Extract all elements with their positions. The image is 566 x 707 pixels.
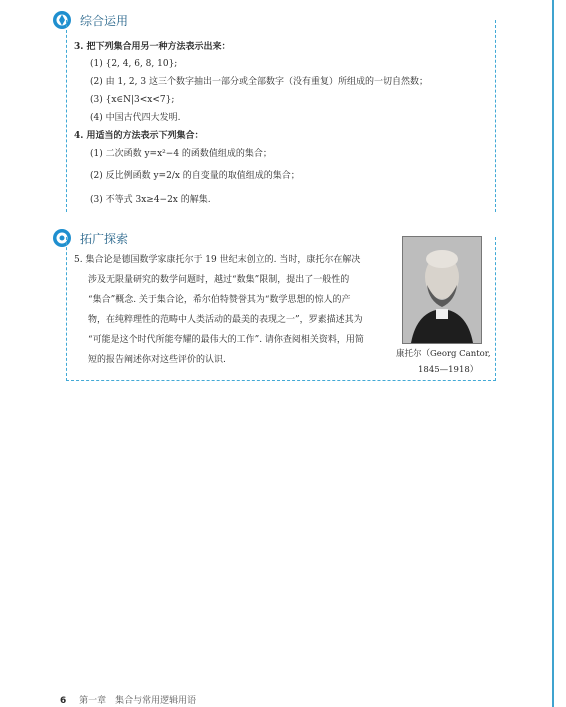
cantor-portrait-image (402, 236, 482, 344)
page-edge-line (552, 0, 554, 707)
page-footer (60, 693, 196, 706)
question-4-item-3: (3) 不等式 3x≥4−2x 的解集. (90, 195, 211, 205)
question-5-line-2: 涉及无限量研究的数学问题时，越过“数集”限制，提出了一般性的 (88, 275, 350, 285)
question-3-item-4: (4) 中国古代四大发明. (90, 113, 181, 123)
question-5-line-5: “可能是这个时代所能夸耀的最伟大的工作”. 请你查阅相关资料，用简 (88, 335, 364, 345)
portrait-caption-line-1: 康托尔（Georg Cantor, (396, 349, 491, 359)
question-5-line-4: 物，在纯粹理性的范畴中人类活动的最美的表现之一”，罗素描述其为 (88, 315, 363, 325)
question-5-line-6: 短的报告阐述你对这些评价的认识. (88, 355, 226, 365)
question-4-item-1: (1) 二次函数 y=x²−4 的函数值组成的集合； (90, 149, 272, 159)
question-3-item-3: (3) {x∈N|3<x<7}; (90, 95, 175, 105)
portrait-caption-line-2: 1845—1918） (418, 365, 479, 375)
question-3-item-1: (1) {2, 4, 6, 8, 10}; (90, 59, 178, 69)
portrait-illustration (403, 237, 481, 343)
chapter-title: 第一章 集合与常用逻辑用语 (79, 696, 197, 706)
question-5-line-1: 5. 集合论是德国数学家康托尔于 19 世纪末创立的. 当时，康托尔在解决 (74, 255, 361, 265)
question-4-label: 4. 用适当的方法表示下列集合： (74, 131, 204, 141)
question-3-item-2: (2) 由 1, 2, 3 这三个数字抽出一部分或全部数字（没有重复）所组成的一切自然数； (90, 77, 428, 87)
section-heading-text: 拓广探索 (80, 231, 129, 246)
question-5-line-3: “集合”概念. 关于集合论，希尔伯特赞誉其为“数学思想的惊人的产 (88, 295, 351, 305)
question-4-item-2: (2) 反比例函数 y=2/x 的自变量的取值组成的集合； (90, 171, 300, 181)
question-3-label: 3. 把下列集合用另一种方法表示出来： (74, 42, 231, 52)
page-number: 6 (60, 696, 67, 706)
section-heading-text: 综合运用 (80, 13, 129, 28)
